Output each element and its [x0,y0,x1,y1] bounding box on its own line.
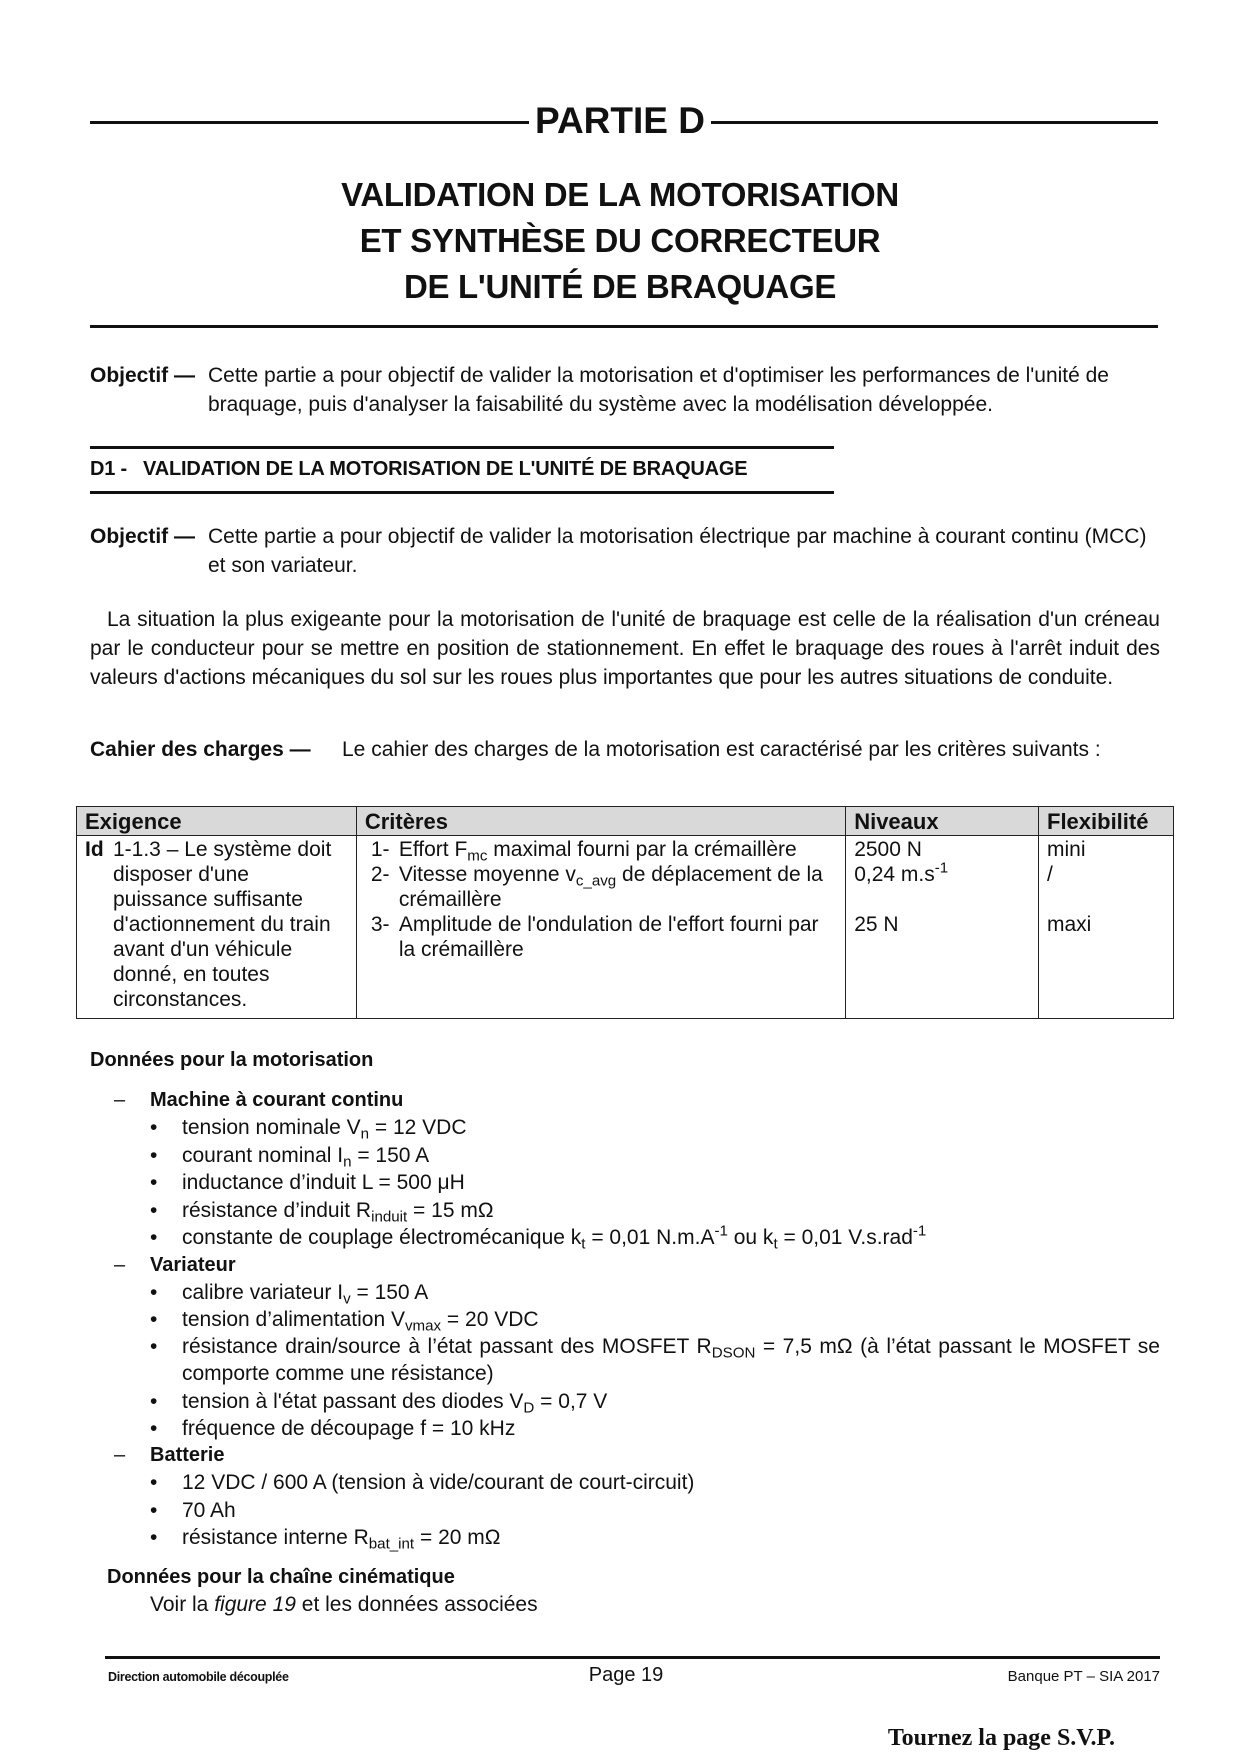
col-header-exigence: Exigence [77,807,357,836]
list-item: • résistance drain/source à l’état passant des MOSFET $R_{DSON} = 7,5$ mΩ (à l’état passant le MOSFET se comporte comme une résistance) [150,1335,1160,1385]
main-title [0,172,1240,310]
exigence-text: 1-1.3 – Le système doit disposer d'une puissance suffisante d'actionnement du train avant d'un véhicule donné, en toutes circonstances. [113,838,332,1011]
flex-value: / [1047,863,1053,886]
chaine-cinematique-heading: Données pour la chaîne cinématique [107,1566,455,1588]
footer-exam-name: Banque PT – SIA 2017 [1007,1668,1160,1685]
exigence-cell [77,836,357,1019]
niveau-value: 25 N [854,913,899,936]
list-item: • constante de couplage électromécanique $k_t = 0,01$ $N.m.A^{-1}$ ou $k_t = 0,01$ V.s.rad$^{-1}$ [150,1222,927,1253]
main-title-line: ET SYNTHÈSE DU CORRECTEUR [359,222,881,259]
critere-item: 3- Amplitude de l'ondulation de l'effort fourni par la crémaillère [370,913,819,961]
main-title-line: VALIDATION DE LA MOTORISATION [341,176,899,213]
list-item: • courant nominal $I_n = 150$ A [150,1144,430,1171]
objectif-text: Cette partie a pour objectif de valider la motorisation électrique par machine à courant continu (MCC) et son variateur. [208,525,1147,577]
niveaux-cell [846,836,1039,1019]
col-header-criteres: Critères [356,807,845,836]
page-number: Page 19 [588,1664,664,1686]
turn-page-note: Tournez la page S.V.P. [887,1725,1115,1751]
critere-item: 2- Vitesse moyenne $v_{c\_avg}$ de déplacement de la crémaillère [370,863,823,911]
main-title-line: DE L'UNITÉ DE BRAQUAGE [403,268,837,305]
list-item: • tension d’alimentation $V_{vmax} = 20$ VDC [150,1308,539,1335]
objectif-partie [90,361,1160,419]
d1-heading: D1 - VALIDATION DE LA MOTORISATION DE L'UNITÉ DE BRAQUAGE [90,458,748,480]
flex-value: mini [1047,838,1086,861]
flex-value: maxi [1047,913,1092,936]
col-header-niveaux: Niveaux [846,807,1039,836]
exigence-id: Id [85,838,104,861]
table-header-row [77,807,1174,836]
variateur-heading: – Variateur [114,1254,236,1276]
batterie-heading: – Batterie [114,1444,225,1466]
list-item: • tension nominale $V_n = 12$ VDC [150,1116,467,1143]
list-item: • 70 Ah [150,1499,236,1522]
niveau-value: 2500 N [854,838,922,861]
criteres-cell [356,836,845,1019]
objectif-text: Cette partie a pour objectif de valider la motorisation et d'optimiser les performances de l'unité de braquage, puis d'analyser la faisabilité du système avec la modélisation développée. [208,364,1109,416]
list-item: • calibre variateur $I_v = 150$ A [150,1281,429,1308]
list-item: • résistance interne $R_{bat\_int} = 20$ mΩ [150,1526,501,1553]
objectif-d1 [90,522,1160,580]
requirements-table [76,806,1174,1019]
footer-document-title: Direction automobile découplée [108,1670,289,1684]
list-item: • 12 VDC / 600 A (tension à vide/courant de court-circuit) [150,1471,695,1494]
critere-item: 1- Effort $F_{mc}$ maximal fourni par la crémaillère [370,838,797,865]
table-row [77,836,1174,1019]
cahier-label: Cahier des charges — [90,738,311,761]
d1-bottom-rule [90,491,834,494]
figure-reference: figure 19 [214,1593,296,1616]
chaine-text: Voir la figure 19 et les données associées [150,1593,538,1616]
objectif-label: Objectif — [90,525,196,548]
d1-top-rule [90,446,834,449]
list-item: • inductance d’induit L = 500 μH [150,1171,465,1194]
mcc-heading: – Machine à courant continu [114,1089,404,1111]
objectif-label: Objectif — [90,364,196,387]
list-item: • résistance d’induit $R_{induit} = 15$ mΩ [150,1199,494,1226]
list-item: • tension à l'état passant des diodes $V_D = 0,7$ V [150,1390,608,1417]
cahier-text: Le cahier des charges de la motorisation est caractérisé par les critères suivants : [342,738,1101,761]
partie-title: PARTIE D [0,100,1240,142]
title-underline [90,325,1158,328]
situation-paragraph: La situation la plus exigeante pour la motorisation de l'unité de braquage est celle de la réalisation d'un créneau par le conducteur pour se mettre en position de stationnement. En effet le braquage des roues à l'arrêt induit des valeurs d'actions mécaniques du sol sur les roues plus importantes que pour les autres situations de conduite. [90,608,1160,689]
cahier-des-charges [90,735,1160,764]
flexibilite-cell [1039,836,1174,1019]
list-item: • fréquence de découpage f = 10 kHz [150,1417,516,1440]
donnees-motorisation-heading: Données pour la motorisation [90,1049,374,1071]
col-header-flexibilite: Flexibilité [1039,807,1174,836]
niveau-value: 0,24 $m.s^{-1}$ [854,859,949,886]
footer-rule [105,1656,1160,1659]
